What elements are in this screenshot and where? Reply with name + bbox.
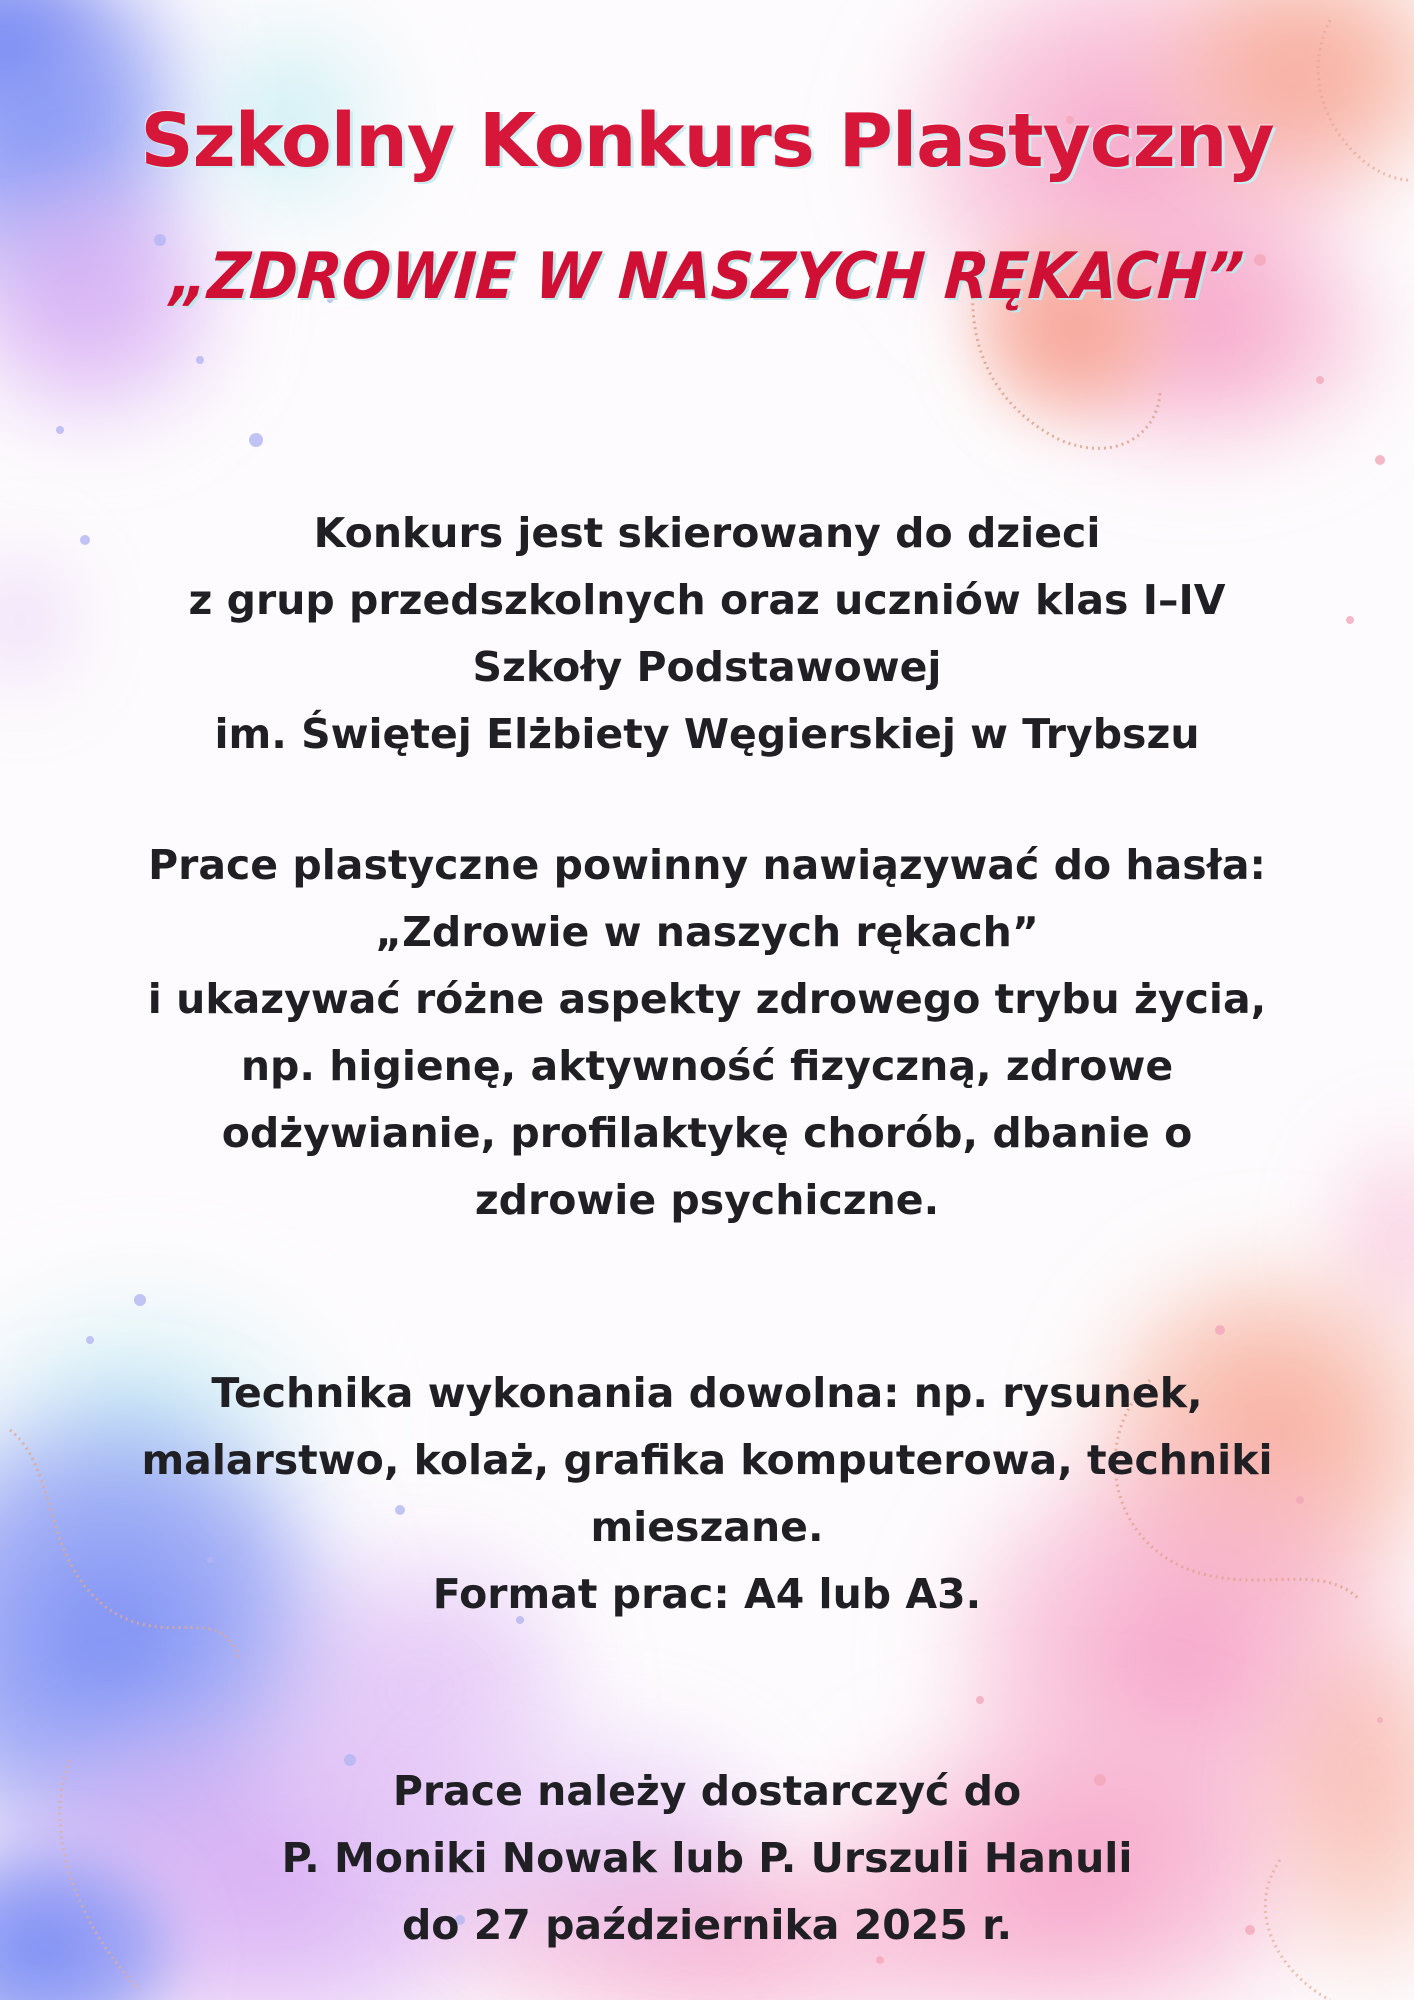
format-line: Format prac: A4 lub A3. — [432, 1570, 982, 1618]
delivery-line: P. Moniki Nowak lub P. Urszuli Hanuli — [281, 1834, 1133, 1882]
delivery-paragraph — [110, 1758, 1304, 1959]
intro-line: z grup przedszkolnych oraz uczniów klas I–IV — [188, 576, 1226, 624]
theme-line: odżywianie, profilaktykę chorób, dbanie o — [221, 1109, 1193, 1157]
delivery-line: Prace należy dostarczyć do — [392, 1767, 1022, 1815]
theme-line: „Zdrowie w naszych rękach” — [375, 908, 1039, 956]
theme-line: Prace plastyczne powinny nawiązywać do hasła: — [148, 841, 1266, 889]
intro-line: im. Świętej Elżbiety Węgierskiej w Trybszu — [214, 710, 1200, 758]
technique-line: mieszane. — [590, 1503, 824, 1551]
theme-line: i ukazywać różne aspekty zdrowego trybu życia, — [147, 975, 1267, 1023]
deadline-line: do 27 października 2025 r. — [401, 1901, 1013, 1949]
theme-line: np. higienę, aktywność fizyczną, zdrowe — [240, 1042, 1174, 1090]
intro-line: Szkoły Podstawowej — [472, 643, 942, 691]
theme-line: zdrowie psychiczne. — [474, 1176, 940, 1224]
intro-line: Konkurs jest skierowany do dzieci — [313, 509, 1101, 557]
technique-line: Technika wykonania dowolna: np. rysunek, — [211, 1369, 1203, 1417]
technique-paragraph — [110, 1360, 1304, 1628]
theme-paragraph — [110, 832, 1304, 1234]
contest-subtitle: „ZDROWIE W NASZYCH RĘKACH” — [168, 240, 1246, 314]
contest-title: Szkolny Konkurs Plastyczny — [140, 98, 1274, 184]
intro-paragraph — [110, 500, 1304, 768]
technique-line: malarstwo, kolaż, grafika komputerowa, techniki — [141, 1436, 1273, 1484]
